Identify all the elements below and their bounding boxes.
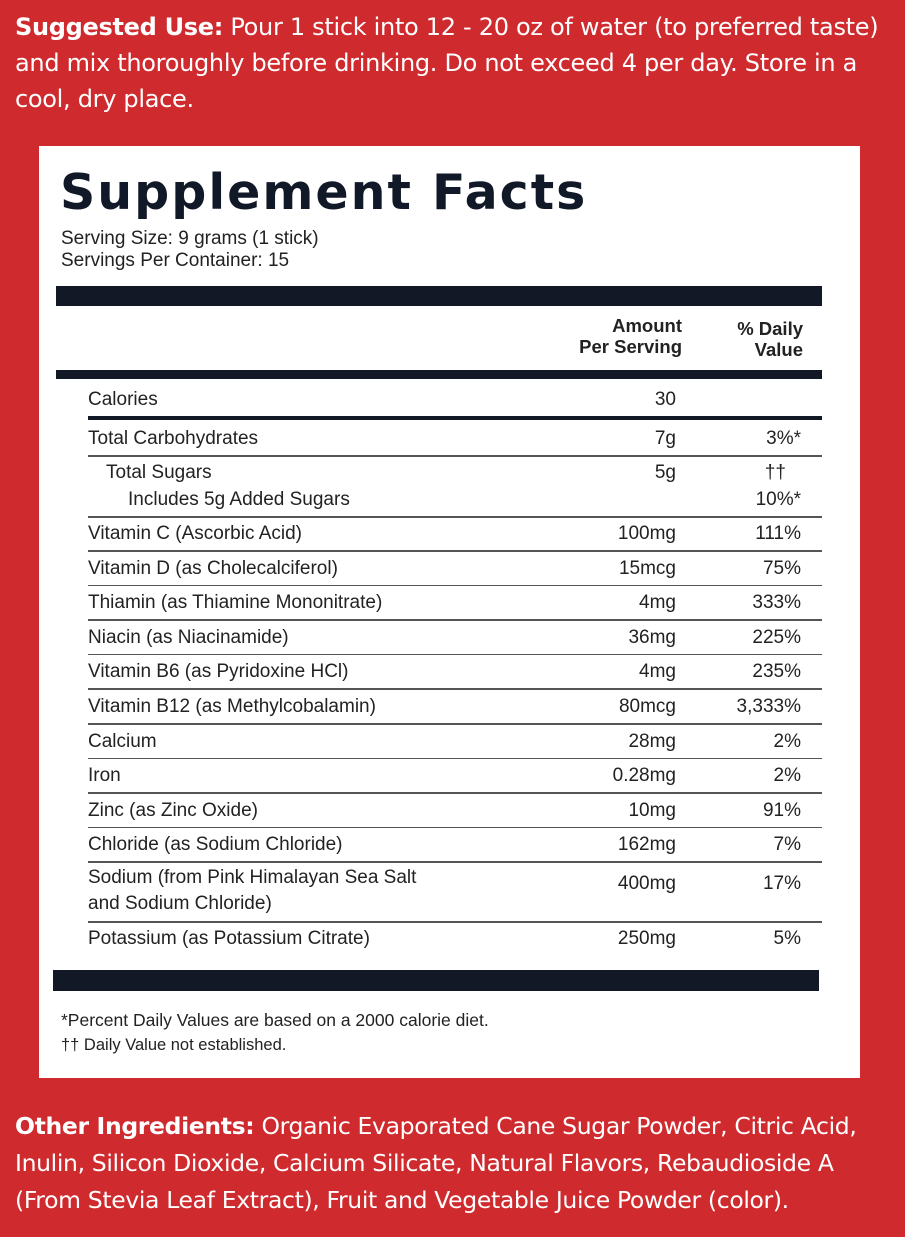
calories-value: 30: [654, 389, 676, 410]
divider: [88, 516, 822, 518]
nutrient-name: Iron: [88, 765, 121, 787]
nutrient-name: Vitamin B6 (as Pyridoxine HCl): [88, 661, 349, 683]
nutrient-amount: 162mg: [617, 834, 676, 856]
carbs-amount: 7g: [654, 428, 676, 449]
potassium-label: Potassium (as Potassium Citrate): [88, 928, 370, 949]
supplement-facts-panel: [39, 146, 860, 1078]
header-bar: [56, 370, 822, 379]
calories-divider: [88, 416, 822, 420]
nutrient-dv: 2%: [773, 730, 801, 752]
nutrient-dv: 225%: [752, 626, 801, 648]
amount-header-line1: Amount: [612, 315, 682, 336]
nutrient-amount: 15mcg: [618, 557, 676, 579]
divider: [88, 654, 822, 656]
sodium-amount: 400mg: [617, 873, 676, 894]
nutrient-name: Niacin (as Niacinamide): [88, 626, 289, 648]
serving-size: Serving Size: 9 grams (1 stick): [61, 228, 319, 249]
footnote-dv: *Percent Daily Values are based on a 2000 calorie diet.: [61, 1010, 489, 1030]
nutrient-dv: 7%: [773, 834, 801, 856]
nutrient-amount: 4mg: [639, 592, 676, 614]
divider: [88, 827, 822, 829]
bottom-bar: [53, 970, 819, 991]
divider: [88, 688, 822, 690]
dv-header-line1: % Daily: [737, 318, 803, 339]
other-ingredients-text: [15, 1108, 900, 1219]
nutrient-amount: 100mg: [617, 523, 676, 544]
nutrient-name: Zinc (as Zinc Oxide): [88, 799, 258, 821]
divider: [88, 792, 822, 794]
amount-header: [579, 315, 682, 357]
nutrient-dv: 91%: [762, 799, 801, 821]
nutrient-amount: 28mg: [628, 730, 676, 752]
calories-label: Calories: [88, 389, 158, 410]
nutrient-amount: 80mcg: [618, 696, 676, 717]
suggested-use-label: Suggested Use:: [15, 13, 224, 41]
top-bar: [56, 286, 822, 306]
nutrient-amount: 36mg: [628, 626, 676, 648]
dv-header: [737, 318, 803, 360]
sugars-label: Total Sugars: [106, 462, 212, 483]
nutrient-amount: 4mg: [639, 661, 676, 683]
nutrient-amount: 0.28mg: [612, 765, 676, 787]
sugars-dv: ††: [764, 462, 786, 483]
nutrient-dv: 3,333%: [736, 696, 801, 717]
nutrient-dv: 111%: [755, 523, 801, 544]
sodium-label-line1: Sodium (from Pink Himalayan Sea Salt: [88, 867, 417, 888]
divider: [88, 455, 822, 457]
nutrient-name: Vitamin C (Ascorbic Acid): [88, 523, 302, 544]
dv-header-line2: Value: [754, 339, 803, 360]
servings-per-container: Servings Per Container: 15: [61, 250, 290, 271]
amount-header-line2: Per Serving: [579, 336, 682, 357]
facts-title: Supplement Facts: [60, 164, 588, 221]
nutrient-name: Chloride (as Sodium Chloride): [88, 834, 343, 856]
potassium-amount: 250mg: [617, 928, 676, 949]
divider: [88, 921, 822, 923]
serving-info: [61, 228, 319, 272]
suggested-use-body: Pour 1 stick into 12 - 20 oz of water (to preferred taste) and mix thoroughly before drinking. Do not exceed 4 per day. Store in a cool, dry place.: [15, 13, 879, 113]
footnote-not-established: †† Daily Value not established.: [61, 1036, 287, 1054]
carbs-label: Total Carbohydrates: [88, 428, 259, 449]
other-ingredients-body: Organic Evaporated Cane Sugar Powder, Citric Acid, Inulin, Silicon Dioxide, Calcium Silicate, Natural Flavors, Rebaudioside A (From Stevia Leaf Extract), Fruit and Vegetable Juice Powder (color).: [15, 1112, 857, 1214]
nutrient-dv: 2%: [773, 765, 801, 787]
nutrient-name: Thiamin (as Thiamine Mononitrate): [88, 592, 383, 614]
divider: [88, 723, 822, 725]
sodium-dv: 17%: [762, 873, 801, 894]
nutrient-name: Calcium: [88, 730, 157, 752]
other-ingredients-label: Other Ingredients:: [15, 1112, 255, 1140]
divider: [88, 861, 822, 863]
added-sugars-dv: 10%*: [755, 489, 801, 510]
nutrient-dv: 333%: [752, 592, 801, 614]
carbs-dv: 3%*: [766, 428, 801, 449]
sugars-amount: 5g: [654, 462, 676, 483]
added-sugars-label: Includes 5g Added Sugars: [128, 489, 350, 510]
nutrient-dv: 235%: [752, 661, 801, 683]
nutrient-name: Vitamin B12 (as Methylcobalamin): [88, 696, 376, 717]
suggested-use-text: [15, 9, 895, 117]
divider: [88, 585, 822, 587]
sodium-label-line2: and Sodium Chloride): [88, 893, 272, 914]
nutrient-amount: 10mg: [628, 799, 676, 821]
divider: [88, 619, 822, 621]
divider: [88, 758, 822, 760]
nutrient-name: Vitamin D (as Cholecalciferol): [88, 557, 338, 579]
divider: [88, 550, 822, 552]
nutrient-dv: 75%: [762, 557, 801, 579]
potassium-dv: 5%: [773, 928, 801, 949]
